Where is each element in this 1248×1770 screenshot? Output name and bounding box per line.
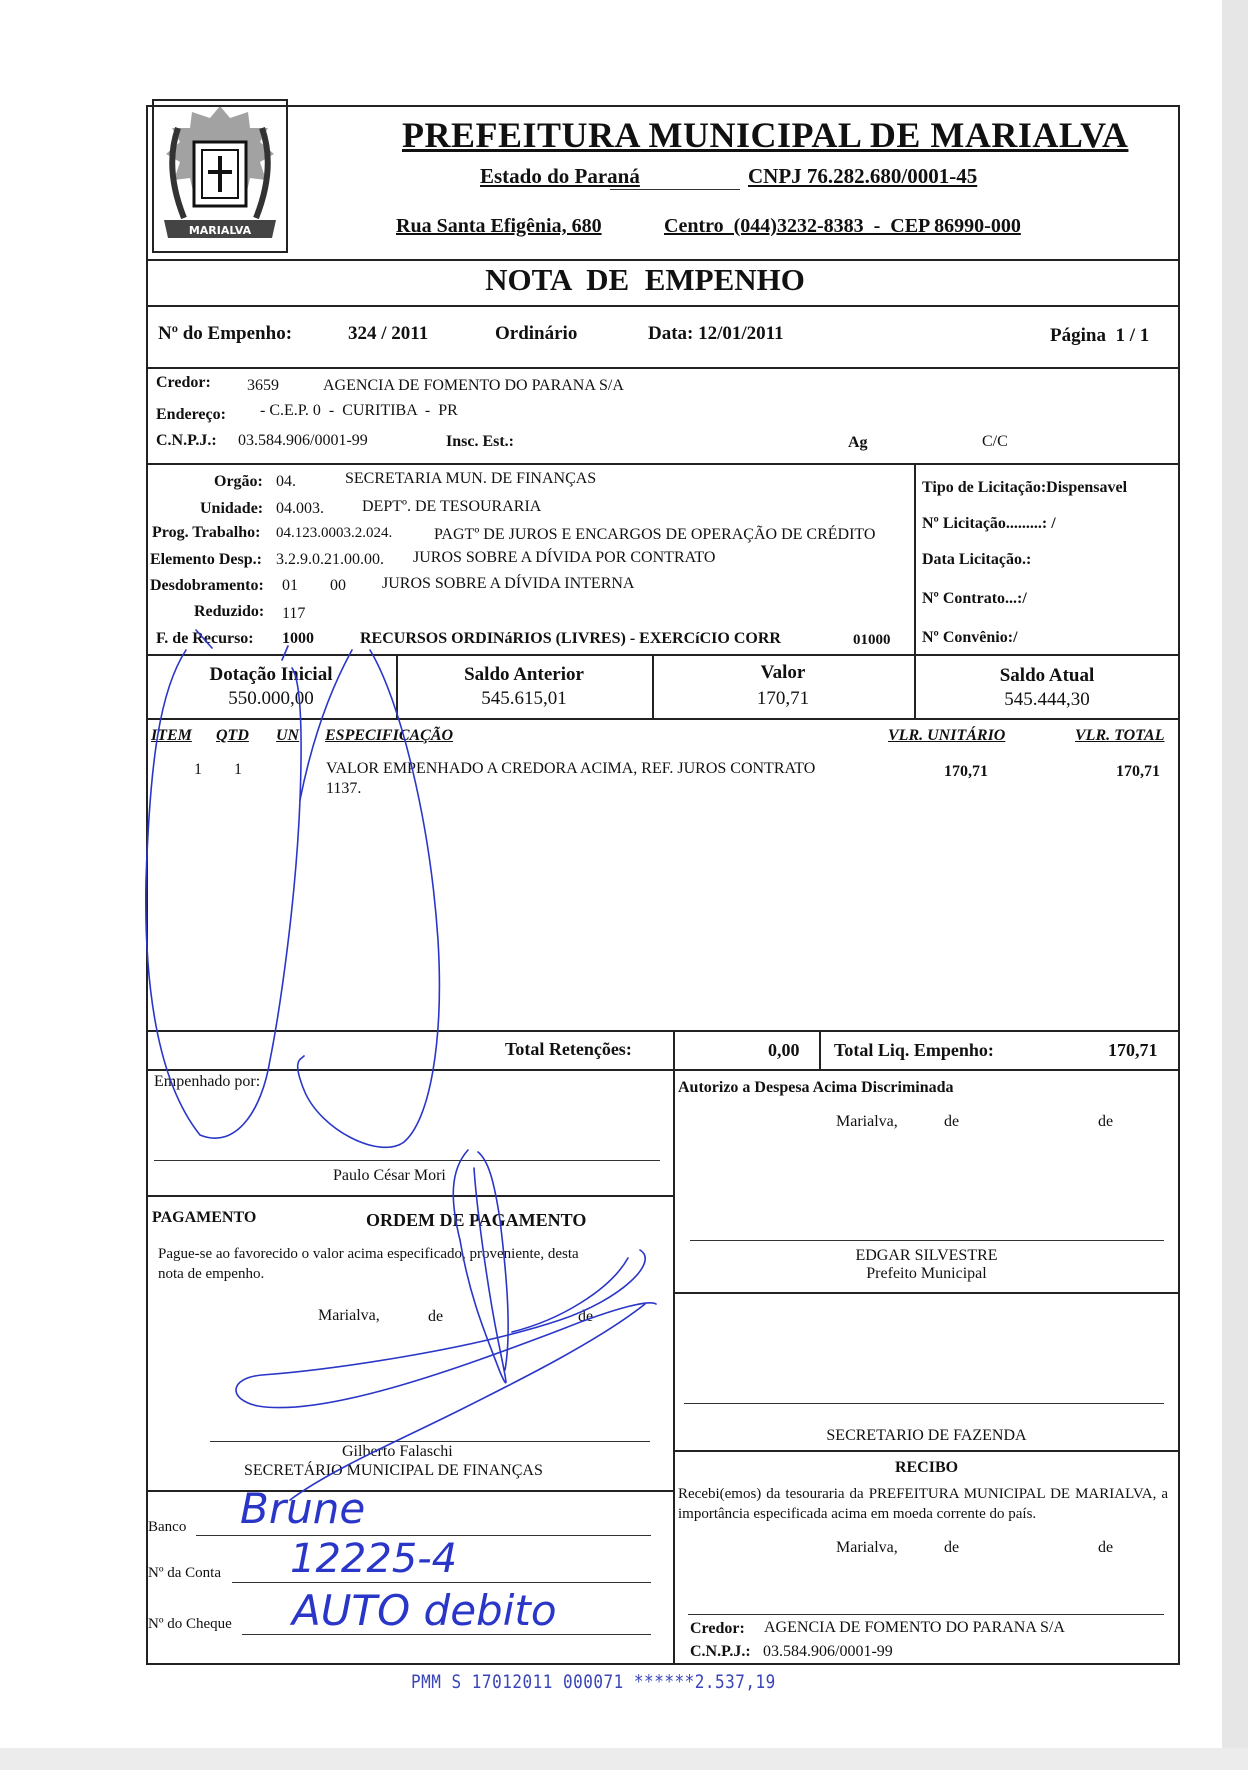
anterior-value: 545.615,01 — [481, 688, 567, 709]
dotacao-label: Dotação Inicial — [209, 664, 333, 685]
pagamento-text: Pague-se ao favorecido o valor acima especificado, proveniente, desta — [158, 1246, 579, 1262]
ag-label: Ag — [848, 434, 868, 451]
dotacao-value: 550.000,00 — [228, 688, 314, 709]
cheque-label: Nº do Cheque — [148, 1616, 232, 1632]
prog-label: Prog. Trabalho: — [152, 524, 261, 541]
credor-address: - C.E.P. 0 - CURITIBA - PR — [260, 402, 458, 419]
banco-handwritten: Brune — [240, 1484, 366, 1533]
item-qtd: 1 — [234, 761, 242, 778]
desdob-label: Desdobramento: — [150, 577, 264, 594]
address-label: Endereço: — [156, 406, 226, 423]
empenhado-label: Empenhado por: — [154, 1073, 261, 1090]
recibo-credor-label: Credor: — [690, 1620, 745, 1637]
signer-title: SECRETÁRIO MUNICIPAL DE FINANÇAS — [244, 1462, 543, 1479]
retencoes-label: Total Retenções: — [505, 1039, 632, 1059]
item-description: VALOR EMPENHADO A CREDORA ACIMA, REF. JUROS CONTRATO — [326, 760, 816, 777]
liq-value: 170,71 — [1108, 1040, 1158, 1060]
item-description-cont: 1137. — [326, 780, 362, 797]
valor-value: 170,71 — [756, 688, 810, 709]
conta-label: Nº da Conta — [148, 1565, 221, 1581]
credor-name: AGENCIA DE FOMENTO DO PARANA S/A — [323, 377, 624, 394]
licitacao-data: Data Licitação.: — [922, 551, 1032, 568]
recibo-de2: de — [1098, 1539, 1114, 1556]
mayor-name: EDGAR SILVESTRE — [855, 1247, 998, 1264]
recurso-code: 1000 — [282, 630, 314, 647]
unidade-label: Unidade: — [200, 500, 264, 517]
recurso-number: 01000 — [853, 632, 891, 648]
licitacao-numero: Nº Licitação.........: / — [922, 515, 1056, 532]
pagamento-de2: de — [578, 1308, 594, 1325]
credor-cnpj: 03.584.906/0001-99 — [238, 432, 368, 449]
prog-name: PAGTº DE JUROS E ENCARGOS DE OPERAÇÃO DE CRÉDITO — [434, 526, 876, 543]
autorizo-de2: de — [1098, 1113, 1114, 1130]
pagamento-text-cont: nota de empenho. — [158, 1266, 265, 1282]
credor-label: Credor: — [156, 374, 211, 391]
recibo-text: Recebi(emos) da tesouraria da PREFEITURA MUNICIPAL DE MARIALVA, a importância especificada acima em moeda corrente do país. — [678, 1486, 1168, 1522]
licitacao-convenio: Nº Convênio:/ — [922, 629, 1018, 646]
recibo-cnpj: 03.584.906/0001-99 — [763, 1643, 893, 1660]
atual-label: Saldo Atual — [999, 665, 1095, 686]
empenhado-name: Paulo César Mori — [333, 1167, 446, 1184]
recibo-de1: de — [944, 1539, 960, 1556]
orgao-name: SECRETARIA MUN. DE FINANÇAS — [345, 470, 597, 487]
pagamento-label: PAGAMENTO — [152, 1209, 257, 1226]
header-address: Rua Santa Efigênia, 680 — [396, 215, 602, 237]
credor-code: 3659 — [247, 377, 279, 394]
valor-label: Valor — [760, 662, 806, 683]
elemento-name: JUROS SOBRE A DÍVIDA POR CONTRATO — [413, 549, 716, 566]
recibo-cnpj-label: C.N.P.J.: — [690, 1643, 751, 1660]
autorizo-city: Marialva, — [836, 1113, 898, 1130]
header-state: Estado do Paraná — [480, 164, 640, 188]
orgao-code: 04. — [276, 473, 296, 490]
prog-code: 04.123.0003.2.024. — [276, 525, 393, 541]
liq-label: Total Liq. Empenho: — [834, 1040, 994, 1060]
recurso-name: RECURSOS ORDINáRIOS (LIVRES) - EXERCíCIO CORR — [360, 630, 781, 647]
unidade-name: DEPTº. DE TESOURARIA — [362, 498, 542, 515]
anterior-label: Saldo Anterior — [464, 664, 584, 685]
crest-text: MARIALVA — [188, 224, 252, 237]
empenho-label: Nº do Empenho: — [158, 323, 293, 344]
secretario-label: SECRETARIO DE FAZENDA — [826, 1427, 1027, 1444]
conta-handwritten: 12225-4 — [290, 1536, 458, 1582]
ordem-pagamento-label: ORDEM DE PAGAMENTO — [366, 1210, 587, 1230]
elemento-code: 3.2.9.0.21.00.00. — [276, 551, 384, 568]
pagamento-de1: de — [428, 1308, 444, 1325]
autorizo-de1: de — [944, 1113, 960, 1130]
elemento-label: Elemento Desp.: — [150, 551, 262, 568]
empenho-page: Página 1 / 1 — [1050, 325, 1150, 346]
header-title: PREFEITURA MUNICIPAL DE MARIALVA — [402, 115, 1129, 155]
desdob-code1: 01 — [282, 577, 298, 594]
signer-name: Gilberto Falaschi — [342, 1443, 453, 1460]
orgao-label: Orgão: — [214, 473, 263, 490]
cheque-handwritten: AUTO debito — [292, 1586, 557, 1635]
desdob-code2: 00 — [330, 577, 346, 594]
reduzido-label: Reduzido: — [194, 603, 265, 620]
autorizo-label: Autorizo a Despesa Acima Discriminada — [678, 1079, 954, 1096]
item-number: 1 — [194, 761, 202, 778]
item-unit-value: 170,71 — [944, 763, 988, 780]
desdob-name: JUROS SOBRE A DÍVIDA INTERNA — [382, 575, 635, 592]
col-unit-value: VLR. UNITÁRIO — [888, 727, 1006, 744]
recibo-city: Marialva, — [836, 1539, 898, 1556]
unidade-code: 04.003. — [276, 500, 324, 517]
item-total-value: 170,71 — [1116, 763, 1160, 780]
retencoes-value: 0,00 — [768, 1040, 800, 1060]
licitacao-contrato: Nº Contrato...:/ — [922, 590, 1027, 607]
reduzido-value: 117 — [282, 605, 306, 622]
atual-value: 545.444,30 — [1004, 689, 1090, 710]
payment-stamp: PMM S 17012011 000071 ******2.537,19 — [411, 1670, 776, 1693]
pagamento-city: Marialva, — [318, 1307, 380, 1324]
cnpj-label: C.N.P.J.: — [156, 432, 217, 449]
recurso-label: F. de Recurso: — [156, 630, 254, 647]
empenho-number: 324 / 2011 — [348, 323, 429, 344]
mayor-title: Prefeito Municipal — [866, 1265, 987, 1282]
insc-label: Insc. Est.: — [446, 433, 515, 450]
doc-title: NOTA DE EMPENHO — [485, 262, 805, 297]
empenho-type: Ordinário — [495, 323, 578, 344]
col-un: UN — [276, 727, 300, 744]
cc-label: C/C — [982, 433, 1008, 450]
col-item: ITEM — [151, 727, 192, 744]
header-district-phone: Centro (044)3232-8383 - CEP 86990-000 — [664, 215, 1021, 237]
col-total-value: VLR. TOTAL — [1075, 727, 1165, 744]
licitacao-tipo: Tipo de Licitação:Dispensavel — [922, 479, 1128, 496]
col-qtd: QTD — [216, 727, 249, 744]
header-cnpj: CNPJ 76.282.680/0001-45 — [748, 164, 978, 188]
col-especificacao: ESPECIFICAÇÃO — [325, 727, 454, 744]
recibo-credor-name: AGENCIA DE FOMENTO DO PARANA S/A — [764, 1619, 1065, 1636]
empenho-date: Data: 12/01/2011 — [648, 323, 784, 344]
banco-label: Banco — [148, 1519, 187, 1535]
recibo-title: RECIBO — [894, 1459, 959, 1476]
